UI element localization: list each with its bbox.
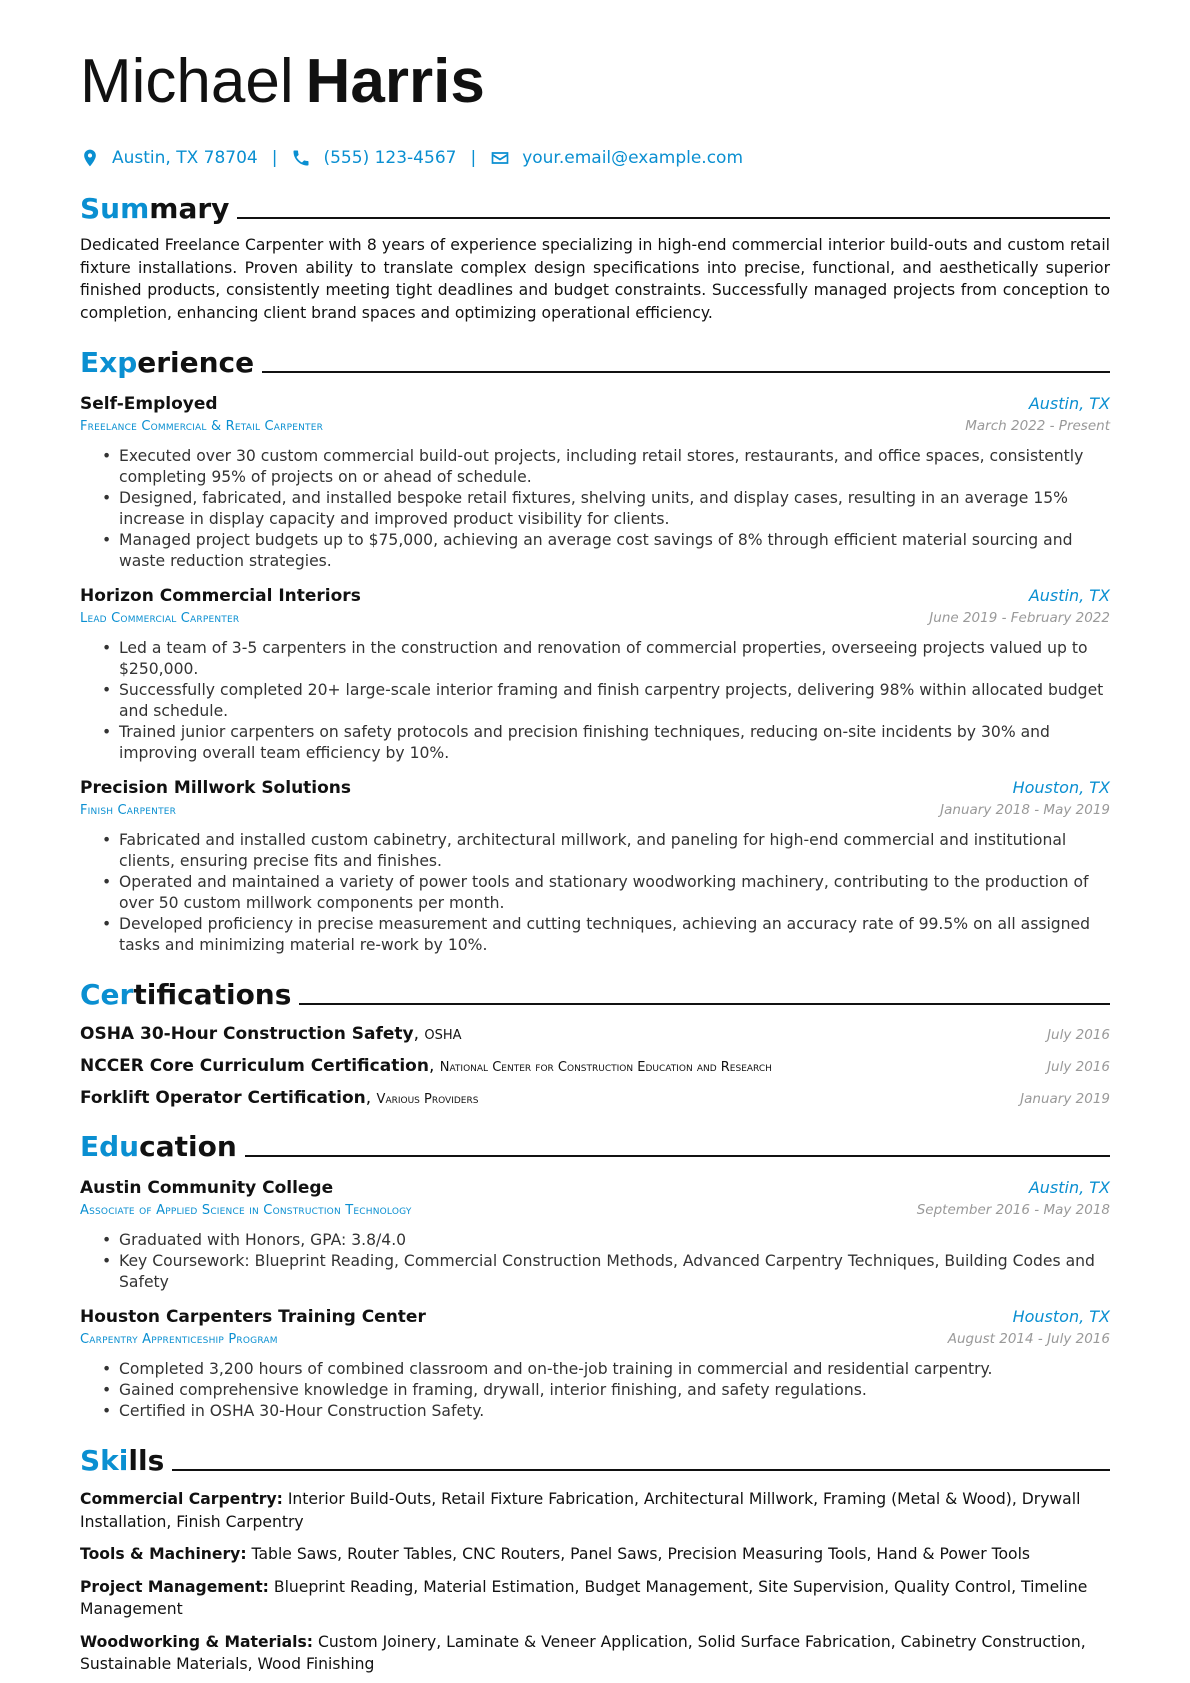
education-dates: September 2016 - May 2018 [916, 1202, 1110, 1218]
heading-accent: Cer [80, 978, 134, 1011]
heading-rest: lls [128, 1444, 165, 1477]
skill-category: Tools & Machinery: [80, 1545, 247, 1563]
bullet-item: • Executed over 30 custom commercial build-out projects, including retail stores, restaurants, and office spaces, consistently completing 95% of projects on or ahead of schedule. [102, 446, 1110, 488]
skill-category: Woodworking & Materials: [80, 1632, 313, 1651]
contact-line [80, 146, 1110, 170]
contact-phone[interactable] [291, 148, 456, 168]
certification-item: NCCER Core Curriculum Certification, National Center for Construction Education and Research July 2016 [80, 1056, 1110, 1076]
employer: Precision Millwork Solutions [80, 778, 352, 798]
skill-group [80, 1631, 1110, 1676]
location-text: Austin, TX 78704 [112, 148, 258, 168]
phone-icon [291, 148, 311, 168]
skill-values: Blueprint Reading, Material Estimation, Budget Management, Site Supervision, Quality Control, Timeline Management [80, 1577, 1088, 1618]
heading-rule [245, 1155, 1110, 1157]
skill-group [80, 1488, 1110, 1533]
skills-heading [80, 1440, 1110, 1478]
heading-accent: Ski [80, 1444, 129, 1477]
certification-item: OSHA 30-Hour Construction Safety, OSHA July 2016 [80, 1024, 1110, 1044]
experience-heading [80, 342, 1110, 380]
bullet-item: • Designed, fabricated, and installed bespoke retail fixtures, shelving units, and display cases, resulting in an average 15% increase in display capacity and improved product visibility for clients. [102, 488, 1110, 530]
job-location: Houston, TX [1012, 778, 1110, 797]
certification-name: OSHA 30-Hour Construction Safety [80, 1024, 414, 1044]
job-bullets [80, 830, 1110, 956]
bullet-item: • Key Coursework: Blueprint Reading, Commercial Construction Methods, Advanced Carpentry Techniques, Building Codes and Safety [102, 1251, 1110, 1293]
skill-values: Interior Build-Outs, Retail Fixture Fabrication, Architectural Millwork, Framing (Metal & Wood), Drywall Installation, Finish Carpentry [80, 1490, 1081, 1531]
certification-item: Forklift Operator Certification, Various Providers January 2019 [80, 1088, 1110, 1108]
contact-separator: | [271, 148, 278, 168]
summary-text: Dedicated Freelance Carpenter with 8 years of experience specializing in high-end commercial interior build-outs and custom retail fixture installations. Proven ability to translate complex design specifications into precise, functional, and aesthetically superior finished products, consistently meeting tight deadlines and budget constraints. Successfully managed projects from conception to completion, enhancing client brand spaces and optimizing operational efficiency. [80, 236, 1110, 322]
job-title: Freelance Commercial & Retail Carpenter [80, 419, 324, 434]
job-dates: June 2019 - February 2022 [929, 610, 1110, 626]
phone-text[interactable]: (555) 123-4567 [323, 148, 457, 168]
job-location: Austin, TX [1028, 586, 1110, 605]
certification-date: July 2016 [1047, 1027, 1110, 1043]
map-pin-icon [80, 148, 100, 168]
education-heading [80, 1126, 1110, 1164]
heading-rest: cation [139, 1130, 237, 1163]
heading-rule [299, 1003, 1110, 1005]
certifications-heading [80, 974, 1110, 1012]
bullet-item: • Certified in OSHA 30-Hour Construction Safety. [102, 1401, 1110, 1422]
education-bullets [80, 1359, 1110, 1422]
skill-values: Custom Joinery, Laminate & Veneer Application, Solid Surface Fabrication, Cabinetry Construction, Sustainable Materials, Wood Finishing [80, 1632, 1086, 1673]
school-location: Austin, TX [1028, 1178, 1110, 1197]
degree: Associate of Applied Science in Construction Technology [80, 1203, 412, 1218]
contact-email[interactable] [490, 148, 743, 168]
heading-rule [262, 371, 1110, 373]
job-bullets [80, 638, 1110, 764]
skill-group [80, 1543, 1110, 1566]
bullet-item: • Led a team of 3-5 carpenters in the construction and renovation of commercial properties, overseeing projects valued up to $250,000. [102, 638, 1110, 680]
last-name: Harris [305, 47, 485, 116]
certification-name: Forklift Operator Certification [80, 1088, 366, 1108]
degree: Carpentry Apprenticeship Program [80, 1332, 278, 1347]
job-bullets [80, 446, 1110, 572]
heading-rule [237, 217, 1110, 219]
heading-accent: Exp [80, 346, 138, 379]
heading-accent: Edu [80, 1130, 140, 1163]
heading-accent: Sum [80, 192, 150, 225]
job-location: Austin, TX [1028, 394, 1110, 413]
candidate-name [80, 42, 1110, 122]
experience-entry [80, 394, 1110, 572]
certification-name: NCCER Core Curriculum Certification [80, 1056, 429, 1076]
experience-entry [80, 778, 1110, 956]
bullet-item: • Gained comprehensive knowledge in framing, drywall, interior finishing, and safety regulations. [102, 1380, 1110, 1401]
certification-date: January 2019 [1020, 1091, 1110, 1107]
bullet-item: • Trained junior carpenters on safety protocols and precision finishing techniques, reducing on-site incidents by 30% and improving overall team efficiency by 10%. [102, 722, 1110, 764]
bullet-item: • Managed project budgets up to $75,000, achieving an average cost savings of 8% through efficient material sourcing and waste reduction strategies. [102, 530, 1110, 572]
first-name: Michael [80, 47, 294, 116]
education-entry [80, 1307, 1110, 1422]
skill-values: Table Saws, Router Tables, CNC Routers, Panel Saws, Precision Measuring Tools, Hand & Power Tools [251, 1545, 1031, 1563]
email-link[interactable]: your.email@example.com [522, 148, 744, 168]
job-title: Finish Carpenter [80, 803, 177, 818]
school-location: Houston, TX [1012, 1307, 1110, 1326]
bullet-item: • Developed proficiency in precise measurement and cutting techniques, achieving an accuracy rate of 99.5% on all assigned tasks and minimizing material re-work by 10%. [102, 914, 1110, 956]
bullet-item: • Graduated with Honors, GPA: 3.8/4.0 [102, 1230, 1110, 1251]
heading-rest: tifications [133, 978, 292, 1011]
employer: Horizon Commercial Interiors [80, 586, 361, 606]
contact-location [80, 148, 258, 168]
certification-date: July 2016 [1047, 1059, 1110, 1075]
education-entry [80, 1178, 1110, 1293]
skill-category: Commercial Carpentry: [80, 1490, 283, 1508]
school: Austin Community College [80, 1178, 334, 1198]
heading-rest: mary [149, 192, 230, 225]
certification-issuer: OSHA [424, 1028, 462, 1043]
contact-separator: | [470, 148, 477, 168]
bullet-item: • Completed 3,200 hours of combined classroom and on-the-job training in commercial and residential carpentry. [102, 1359, 1110, 1380]
bullet-item: • Fabricated and installed custom cabinetry, architectural millwork, and paneling for high-end commercial and institutional clients, ensuring precise fits and finishes. [102, 830, 1110, 872]
job-dates: March 2022 - Present [965, 418, 1110, 434]
envelope-icon [490, 148, 510, 168]
job-dates: January 2018 - May 2019 [940, 802, 1110, 818]
skill-category: Project Management: [80, 1577, 269, 1596]
employer: Self-Employed [80, 394, 218, 414]
summary-heading [80, 188, 1110, 226]
education-bullets [80, 1230, 1110, 1293]
skill-group [80, 1576, 1110, 1621]
bullet-item: • Operated and maintained a variety of power tools and stationary woodworking machinery, contributing to the production of over 50 custom millwork components per month. [102, 872, 1110, 914]
bullet-item: • Successfully completed 20+ large-scale interior framing and finish carpentry projects, delivering 98% within allocated budget and schedule. [102, 680, 1110, 722]
experience-entry [80, 586, 1110, 764]
job-title: Lead Commercial Carpenter [80, 611, 240, 626]
certification-issuer: National Center for Construction Education and Research [439, 1060, 772, 1075]
school: Houston Carpenters Training Center [80, 1307, 426, 1327]
heading-rest: erience [137, 346, 255, 379]
education-dates: August 2014 - July 2016 [947, 1331, 1110, 1347]
certification-issuer: Various Providers [376, 1092, 479, 1107]
heading-rule [172, 1469, 1110, 1471]
